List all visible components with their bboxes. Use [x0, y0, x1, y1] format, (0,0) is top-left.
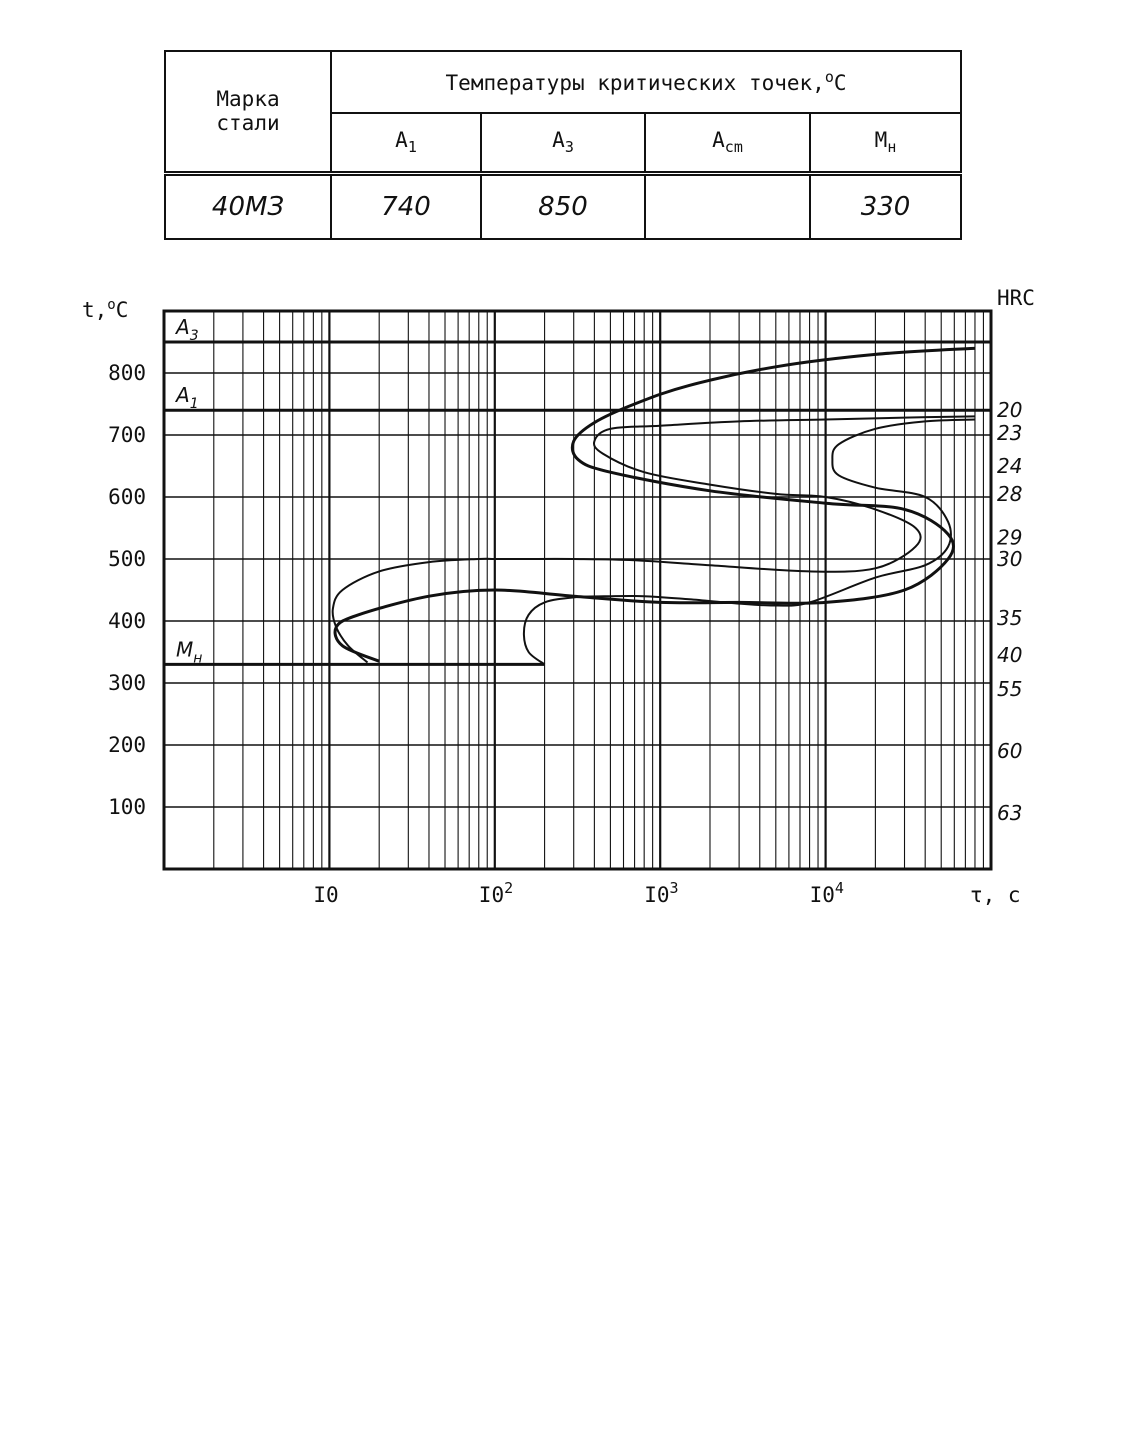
x-tick-label: $I0^4$: [809, 879, 844, 907]
y-tick-label: 100: [108, 795, 146, 819]
critical-line-label: $A_3$: [176, 315, 199, 344]
steel-grade-header: [165, 51, 331, 173]
y-axis-label: t,$^o$C: [82, 297, 129, 322]
y-tick-label: 200: [108, 733, 146, 757]
x-axis-label: τ, с: [970, 883, 1021, 907]
hrc-value: 23: [997, 421, 1023, 446]
hrc-value: 29: [997, 525, 1023, 550]
hrc-value: 30: [997, 547, 1023, 571]
steel-grade-header-line2: стали: [216, 111, 280, 136]
y-tick-label: 700: [108, 423, 146, 447]
right-axis-label: HRC: [997, 286, 1035, 310]
col-header-a3: $A_3$: [481, 113, 645, 174]
critical-line-label: $A_1$: [176, 383, 199, 413]
cell-mn: 330: [810, 173, 961, 239]
transformation-curve: [335, 348, 975, 661]
col-header-a1: $A_1$: [331, 113, 481, 174]
y-tick-label: 400: [108, 609, 146, 633]
hrc-value: 63: [997, 801, 1023, 826]
hrc-value: 28: [997, 481, 1023, 506]
plot-frame: [164, 311, 991, 869]
critical-points-table: [164, 50, 962, 240]
critical-lines: [164, 315, 991, 666]
col-header-acm: $A_{cm}$: [645, 113, 810, 174]
hrc-value: 20: [997, 398, 1023, 423]
critical-line-label: $M_н$: [176, 637, 203, 667]
y-tick-labels: [108, 361, 146, 819]
transformation-curve: [524, 420, 975, 665]
x-tick-label: I0: [313, 883, 339, 907]
x-tick-label: $I0^3$: [644, 879, 679, 907]
y-tick-label: 500: [108, 547, 146, 571]
hrc-value: 24: [997, 454, 1023, 478]
grid: [164, 311, 991, 869]
cell-steel-grade: 40МЗ: [165, 173, 331, 239]
steel-grade-header-line1: Марка: [216, 87, 280, 112]
cell-a1: 740: [331, 173, 481, 239]
critical-temperatures-header: Температуры критических точек,$^o$C: [331, 51, 961, 113]
hrc-value: 55: [997, 677, 1023, 702]
x-tick-label: $I0^2$: [478, 879, 514, 907]
ttt-diagram: [0, 270, 1132, 950]
x-tick-labels: [313, 879, 844, 907]
cell-a3: 850: [481, 173, 645, 239]
hrc-labels: [997, 398, 1022, 825]
hrc-value: 40: [997, 643, 1023, 668]
y-tick-label: 600: [108, 485, 146, 509]
col-header-mn: $M_н$: [810, 113, 961, 174]
y-tick-label: 800: [108, 361, 146, 385]
hrc-value: 35: [997, 605, 1023, 630]
hrc-value: 60: [997, 739, 1023, 764]
cell-acm: [645, 173, 810, 239]
y-tick-label: 300: [108, 671, 146, 695]
